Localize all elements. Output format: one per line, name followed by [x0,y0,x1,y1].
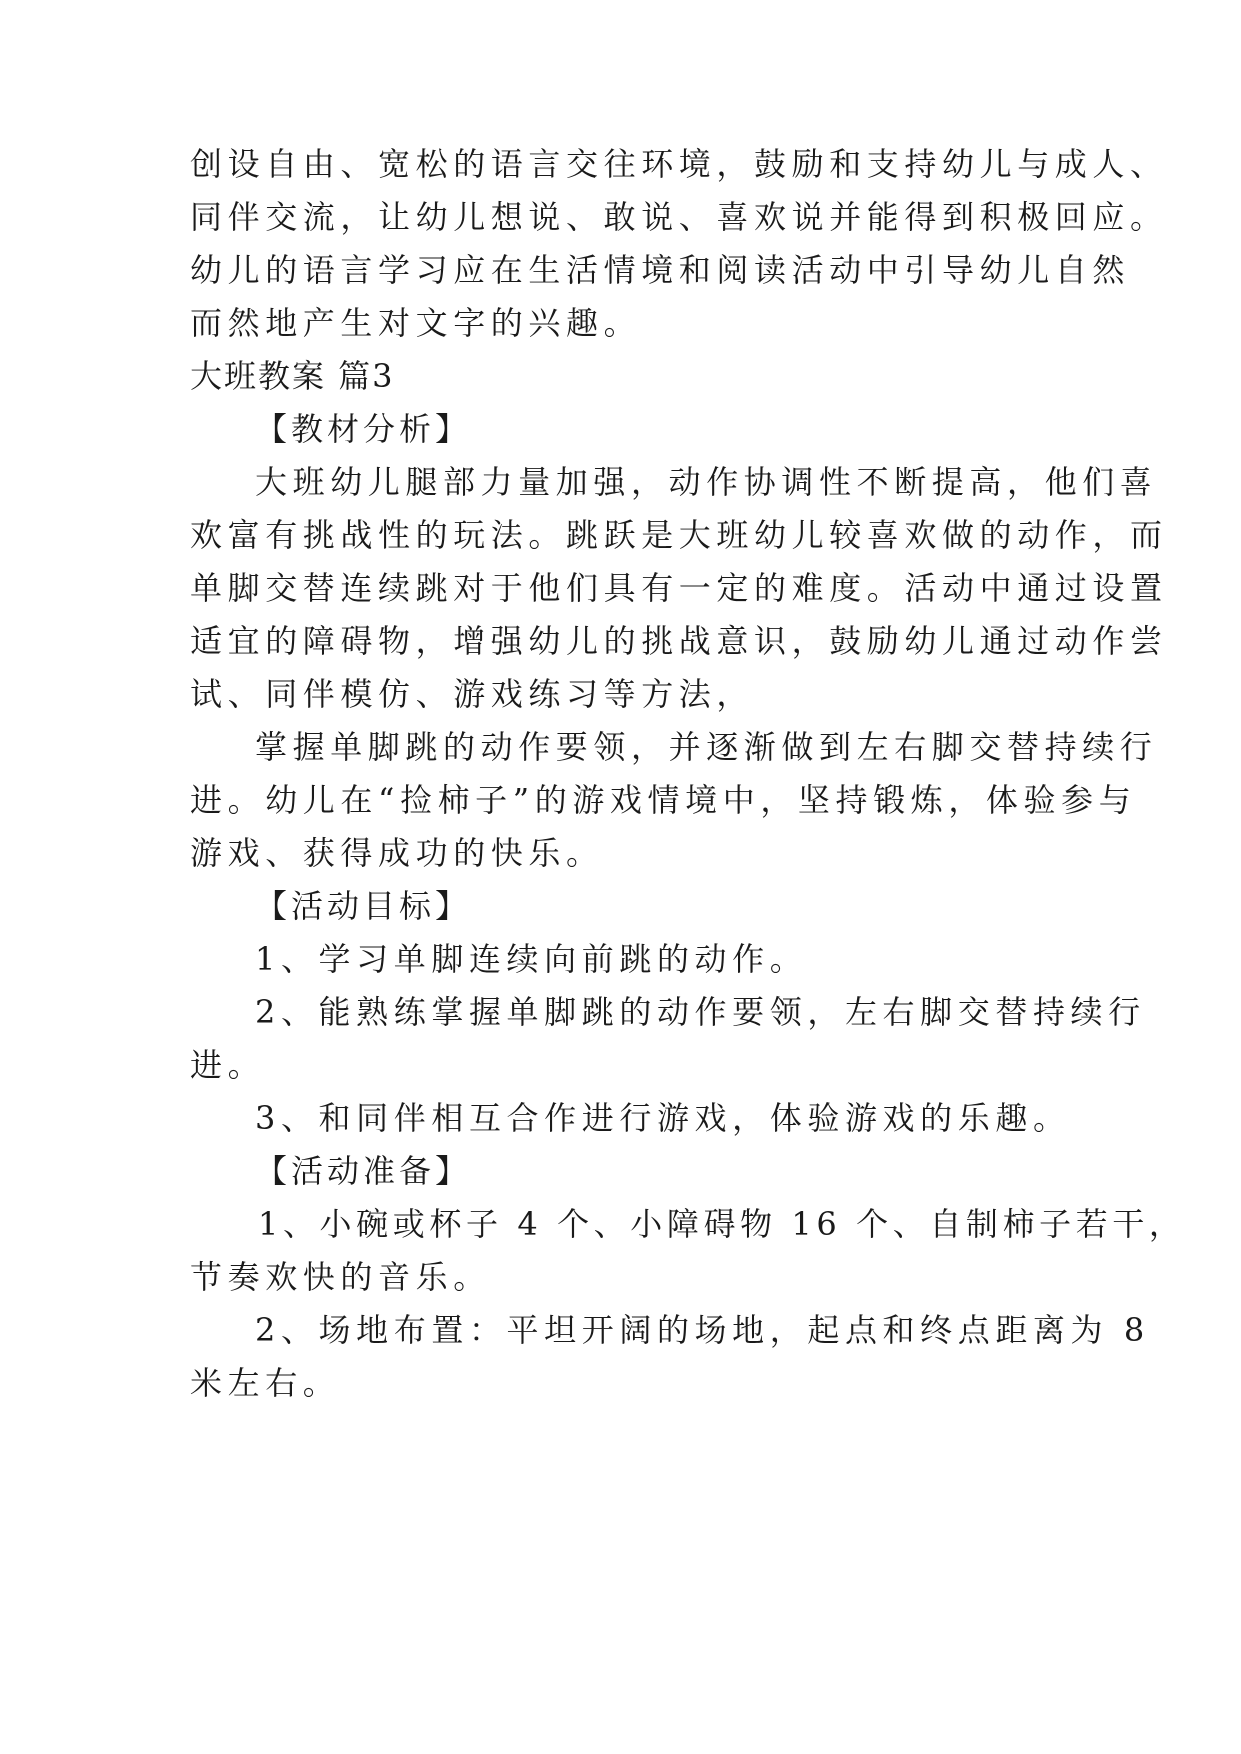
list-item: 2、场地布置：平坦开阔的场地，起点和终点距离为 8 [255,1311,1150,1349]
paragraph-line: 欢富有挑战性的玩法。跳跃是大班幼儿较喜欢做的动作，而 [190,516,1168,554]
list-item: 1、小碗或杯子 4 个、小障碍物 16 个、自制柿子若干， [258,1205,1186,1243]
paragraph-line: 游戏、获得成功的快乐。 [190,834,604,872]
paragraph-line: 单脚交替连续跳对于他们具有一定的难度。活动中通过设置 [190,569,1168,607]
list-item: 3、和同伴相互合作进行游戏，体验游戏的乐趣。 [255,1099,1071,1137]
paragraph-line: 适宜的障碍物，增强幼儿的挑战意识，鼓励幼儿通过动作尝 [190,622,1168,660]
lesson-title: 大班教案 篇3 [190,357,395,395]
paragraph-line: 创设自由、宽松的语言交往环境，鼓励和支持幼儿与成人、 [190,145,1168,183]
list-item-continuation: 节奏欢快的音乐。 [190,1258,491,1296]
section-heading-goals: 【活动目标】 [255,887,472,925]
list-item: 1、学习单脚连续向前跳的动作。 [255,940,808,978]
section-heading-preparation: 【活动准备】 [255,1152,472,1190]
paragraph-line: 幼儿的语言学习应在生活情境和阅读活动中引导幼儿自然 [190,251,1131,289]
paragraph-line: 同伴交流，让幼儿想说、敢说、喜欢说并能得到积极回应。 [190,198,1168,236]
list-item: 2、能熟练掌握单脚跳的动作要领，左右脚交替持续行 [255,993,1146,1031]
paragraph-line: 进。幼儿在“捡柿子”的游戏情境中，坚持锻炼，体验参与 [190,781,1137,819]
paragraph-line: 而然地产生对文字的兴趣。 [190,304,642,342]
list-item-continuation: 进。 [190,1046,266,1084]
paragraph-line: 大班幼儿腿部力量加强，动作协调性不断提高，他们喜 [255,463,1158,501]
paragraph-line: 试、同伴模仿、游戏练习等方法， [190,675,755,713]
paragraph-line: 掌握单脚跳的动作要领，并逐渐做到左右脚交替持续行 [255,728,1158,766]
section-heading-materials: 【教材分析】 [255,410,472,448]
list-item-continuation: 米左右。 [190,1364,341,1402]
